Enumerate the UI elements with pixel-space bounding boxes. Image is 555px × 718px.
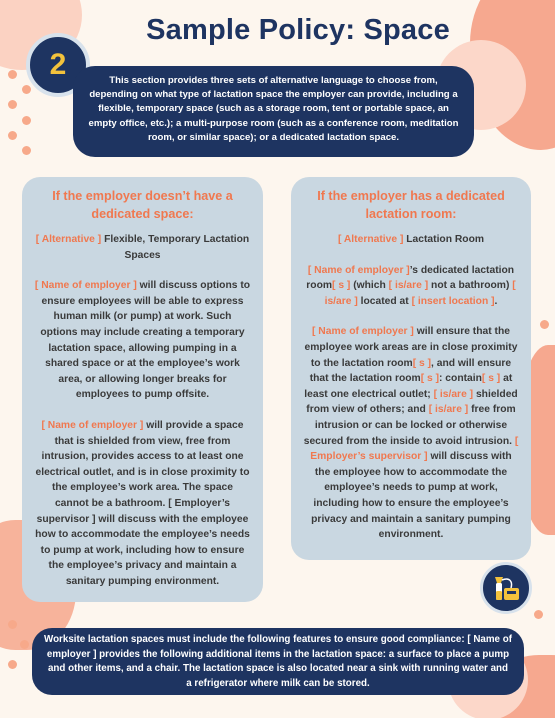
breast-pump-icon-graphic [489, 571, 523, 605]
paragraph-text: ’s dedicated lactation room [306, 264, 515, 292]
decor-dot [8, 70, 17, 79]
right-card-paragraph-2 [303, 324, 519, 542]
card-no-dedicated-space [22, 177, 263, 602]
paragraph-text: will provide a space that is shielded from view, free from intrusion, provides access to at least one electrical outlet, and is in close proximity to the employee’s work area. The space cannot be a bathroom. [ Employer’s supervisor ] will discuss with the employee how to accommodate the employee’s needs to pump at work, including how to ensure the employee’s privacy and maintain a sanitary pumping environment. [35, 419, 250, 587]
footer-note-box: Worksite lactation spaces must include the following features to ensure good compliance: [ Name of employer ] provides the following additional items in the lactation space: a surface to place a pump and other items, and a chair. The lactation space is also located near a sink with running water and a refrigerator where milk can be stored. [32, 628, 524, 695]
paragraph-text: will ensure that the employee work areas are in close proximity to the lactation room [304, 326, 518, 369]
alternative-tag: [ Alternative ] [35, 234, 102, 245]
paragraph-text: (which [350, 280, 389, 292]
decor-dot [8, 100, 17, 109]
decor-dot [534, 610, 543, 619]
page-title: Sample Policy: Space [146, 14, 450, 46]
decor-dot [8, 620, 17, 629]
paragraph-text: will discuss options to ensure employees will be able to express human milk (or pump) at work. Such options may include creating a temporary lactation space, allowing pumping in a shared space or at the employee’s work area, or allowing longer breaks for employees to pump offsite. [40, 280, 251, 401]
right-card-paragraph-1 [303, 263, 519, 310]
card-dedicated-lactation-room [291, 177, 531, 560]
right-card-heading: If the employer has a dedicated lactation room: [317, 189, 505, 221]
decor-dot [8, 660, 17, 669]
alternative-text: Lactation Room [403, 234, 485, 245]
placeholder-tag: [ is/are ] [428, 404, 469, 416]
paragraph-text: free from intrusion or can be locked or otherwise secured from the inside to avoid intrusion. [303, 404, 516, 447]
alternative-text: Flexible, Temporary Lactation Spaces [101, 234, 250, 261]
paragraph-text: . [494, 295, 498, 307]
intro-text-box: This section provides three sets of alternative language to choose from, depending on what type of lactation space the employer can provide, including a flexible, temporary space (such as a storage room, tent or portable space, an empty office, etc.); a multi-purpose room (such as a conference room, meditation room, or similar space); or a dedicated lactation space. [73, 66, 474, 157]
decor-dot [22, 85, 31, 94]
placeholder-tag: [ Name of employer ] [41, 419, 144, 431]
placeholder-tag: [ Name of employer ] [34, 280, 137, 292]
placeholder-tag: [ s ] [332, 280, 351, 292]
decor-dot [22, 116, 31, 125]
decor-dot [8, 131, 17, 140]
left-card-paragraph-2 [34, 418, 251, 590]
placeholder-tag: [ insert location ] [411, 295, 495, 307]
placeholder-tag: [ s ] [481, 373, 501, 385]
left-card-heading: If the employer doesn’t have a dedicated space: [52, 189, 233, 221]
placeholder-tag: [ Employer’s supervisor ] [310, 435, 519, 463]
placeholder-tag: [ is/are ] [388, 280, 429, 292]
placeholder-tag: [ Name of employer ] [312, 326, 414, 338]
placeholder-tag: [ Name of employer ] [307, 264, 410, 276]
section-number: 2 [49, 48, 67, 81]
placeholder-tag: [ s ] [412, 357, 432, 369]
placeholder-tag: [ is/are ] [324, 280, 516, 307]
left-card-paragraph-1 [34, 278, 251, 403]
paragraph-text: at least one electrical outlet; [304, 373, 513, 400]
decor-dot [22, 146, 31, 155]
decor-dot [20, 640, 29, 649]
alternative-tag: [ Alternative ] [337, 234, 404, 245]
breast-pump-icon [480, 562, 532, 614]
paragraph-text: located at [357, 295, 412, 307]
paragraph-text: will discuss with the employee how to accommodate the employee’s needs to pump at work, including how to ensure the employee’s privacy and maintain a sanitary pumping environment. [311, 451, 512, 541]
placeholder-tag: [ s ] [420, 373, 440, 385]
paragraph-text: shielded from view of others; and [306, 388, 518, 416]
right-card-alternative [303, 232, 519, 248]
placeholder-tag: [ is/are ] [433, 388, 474, 400]
decor-dot [540, 320, 549, 329]
left-card-alternative [34, 232, 251, 263]
paragraph-text: , and will ensure that the lactation room [309, 357, 512, 385]
paragraph-text: : contain [439, 373, 482, 385]
paragraph-text: not a bathroom) [428, 280, 513, 292]
